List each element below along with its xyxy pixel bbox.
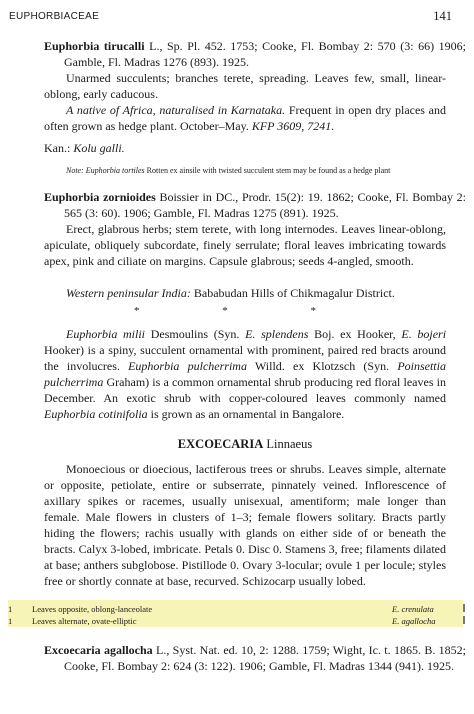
tirucalli-citation-1: L., Sp. Pl. 452. 1753; Cooke, Fl. Bombay 2: 570 (3: 66): [149, 39, 435, 53]
zornioides-distribution-text: Bababudan Hills of Chikmagalur District.: [193, 286, 395, 300]
key-row-1-number: 1: [8, 604, 13, 614]
cotinifolia-name: Euphorbia cotinifolia: [44, 407, 148, 421]
margin-mark-2: [463, 616, 465, 624]
species-name-tirucalli: Euphorbia tirucalli: [44, 39, 145, 53]
splendens-name: E. splendens: [245, 327, 309, 341]
margin-mark-1: [463, 604, 465, 612]
genus-heading: [44, 436, 446, 452]
agallocha-citation: [44, 642, 466, 674]
species-name-zornioides: Euphorbia zornioides: [44, 190, 156, 204]
genus-description: Monoecious or dioecious, lactiferous trees or shrubs. Leaves simple, alternate or opposite, petiolate, entire or subserrate, pinnately veined. Inflorescence of axillary spikes or racemes, usually unisexual, amentiform; male longer than female. Male flowers in clusters of 1–3; female flowers solitary. Bracts partly hiding the flowers; rachis usually with glands on either side of or beneath the bracts. Calyx 3-lobed, imbricate. Petals 0. Disc 0. Stamens 3, free; filaments dilated at base; anthers subglobose. Pistillode 0. Ovary 3-locular; ovule 1 per locule; styles free or shortly connate at base, recurved. Schizocarp usually lobed.: [44, 462, 446, 588]
tirucalli-description: Unarmed succulents; branches terete, spreading. Leaves few, small, linear-oblong, early caducous.: [44, 71, 446, 101]
kan-name: Kolu galli.: [73, 141, 125, 155]
zornioides-citation-2: Bombay 2: 565 (3: 60). 1906; Gamble, Fl. Madras 1275 (891). 1925.: [64, 190, 466, 220]
tirucalli-note: [66, 166, 390, 175]
key-row-1: [8, 603, 462, 615]
zornioides-description: Erect, glabrous herbs; stem terete, with long internodes. Leaves linear-oblong, apiculate, obliquely subcordate, finely serrulate; floral leaves imbricating towards apex, pink and ciliate on margins. Capsule glabrous; seeds 4-angled, smooth.: [44, 222, 446, 268]
cultivated-text-1: Desmoulins (Syn.: [150, 327, 240, 341]
tirucalli-citation: [44, 38, 466, 70]
tirucalli-distribution-text: Frequent in open dry places and often grown as hedge plant. October–May.: [44, 103, 446, 133]
note-label: Note: Euphorbia tortiles: [66, 166, 145, 175]
poinsettia-name: Poinsettia pulcherrima: [44, 359, 446, 389]
tirucalli-citation-2: 1906; Gamble, Fl. Madras 1276 (893). 1925.: [64, 39, 466, 69]
kan-label: Kan.:: [44, 141, 71, 155]
tirucalli-kannada-name: [44, 140, 446, 156]
tirucalli-distribution: [44, 102, 446, 134]
genus-author: Linnaeus: [266, 437, 313, 451]
tirucalli-distribution-italic: A native of Africa, naturalised in Karnataka.: [66, 103, 286, 117]
key-row-2-number: 1: [8, 616, 13, 626]
page-number: 141: [433, 9, 452, 23]
key-row-2: [8, 615, 462, 627]
cultivated-text-2: Boj. ex Hooker,: [314, 327, 396, 341]
running-header-section: EUPHORBIACEAE: [9, 11, 100, 22]
agallocha-citation-2: 1852; Cooke, Fl. Bombay 2: 624 (3: 122). 1906; Gamble, Fl. Madras 1344 (941). 1925.: [64, 643, 467, 673]
species-name-agallocha: Excoecaria agallocha: [44, 643, 153, 657]
cultivated-text-4: Willd. ex Klotzsch (Syn.: [254, 359, 390, 373]
genus-name: EXCOECARIA: [177, 437, 264, 451]
cultivated-text-6: is grown as an ornamental in Bangalore.: [150, 407, 345, 421]
cultivated-text-3: Hooker) is a spiny, succulent ornamental with prominent, paired red bracts around the involucres.: [44, 343, 446, 373]
agallocha-citation-1: L., Syst. Nat. ed. 10, 2: 1288. 1759; Wight, Ic. t. 1865. B.: [156, 643, 436, 657]
pulcherrima-name: Euphorbia pulcherrima: [128, 359, 247, 373]
zornioides-citation: [44, 189, 466, 221]
key-row-1-text: Leaves opposite, oblong-lanceolate: [32, 604, 153, 614]
section-separator: * * *: [134, 305, 356, 317]
tirucalli-voucher: KFP 3609, 7241.: [251, 119, 335, 133]
note-text: Rotten ex ainsile with twisted succulent stem may be found as a hedge plant: [146, 166, 391, 175]
key-row-2-species: E. agallocha: [392, 616, 436, 626]
zornioides-distribution-italic: Western peninsular India:: [66, 286, 191, 300]
key-row-1-species: E. crenulata: [392, 604, 434, 614]
milii-name: Euphorbia milii: [66, 327, 146, 341]
bojeri-name: E. bojeri: [401, 327, 447, 341]
cultivated-text-5: Graham) is a common ornamental shrub producing red floral leaves in December. An exotic shrub with copper-coloured leaves commonly named: [44, 375, 446, 405]
cultivated-species-paragraph: [44, 326, 446, 422]
key-row-2-text: Leaves alternate, ovate-elliptic: [32, 616, 137, 626]
zornioides-distribution: [44, 285, 446, 301]
zornioides-citation-1: Boissier in DC., Prodr. 15(2): 19. 1862; Cooke, Fl.: [159, 190, 409, 204]
